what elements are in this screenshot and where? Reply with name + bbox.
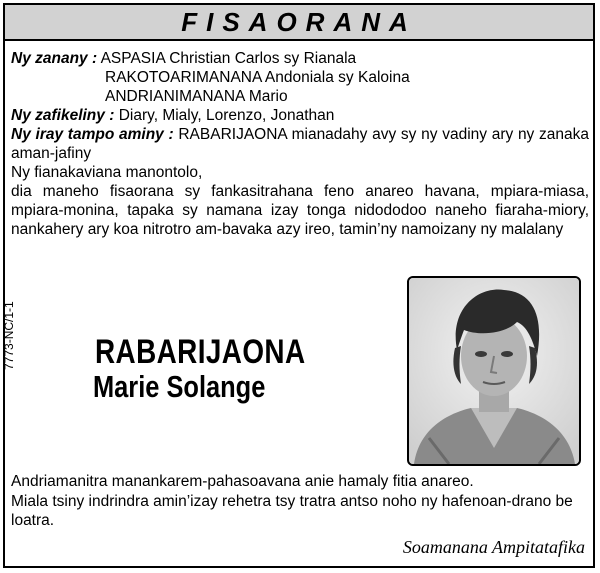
children-label: Ny zanany : [11,50,98,67]
deceased-surname: RABARIJAONA [95,333,306,371]
portrait-image [409,278,579,464]
children-line-3: ANDRIANIMANANA Mario [105,88,288,105]
blessing-line: Andriamanitra manankarem-pahasoavana anie hamaly fitia anareo. [11,473,474,490]
family-line: Ny fianakaviana manontolo, [11,164,203,181]
notice-header [5,5,593,41]
siblings-label: Ny iray tampo aminy : [11,126,174,143]
notice-title: FISAORANA [181,6,417,37]
obituary-notice [3,3,595,568]
portrait-photo [407,276,581,466]
children-line-1 [11,49,356,68]
signature: Soamanana Ampitatafika [402,537,585,557]
grandchildren-line [11,106,334,125]
children-names-1: ASPASIA Christian Carlos sy Rianala [100,50,357,67]
siblings-paragraph [11,125,589,163]
grandchildren-names: Diary, Mialy, Lorenzo, Jonathan [118,107,335,124]
grandchildren-label: Ny zafikeliny : [11,107,115,124]
apology-paragraph: Miala tsiny indrindra amin’izay rehetra tsy tratra antso noho ny hafenoan-drano be loatra. [11,493,573,529]
deceased-given-names: Marie Solange [93,369,266,404]
siblings-text: RABARIJAONA mianadahy avy sy ny vadiny ary ny zanaka aman-jafiny [11,126,589,162]
children-line-2: RAKOTOARIMANANA Andoniala sy Kaloina [105,69,410,86]
reference-code: 7773-NC/1-1 [2,301,16,370]
thanks-paragraph: dia maneho fisaorana sy fankasitrahana feno anareo havana, mpiara-miasa, mpiara-monina, tapaka sy namana izay tonga nidododoo naneho fiaraha-miory, nankahery ary koa nitrotro am-bavaka azy ireo, tamin’ny namoizany ny malalany [11,183,589,238]
